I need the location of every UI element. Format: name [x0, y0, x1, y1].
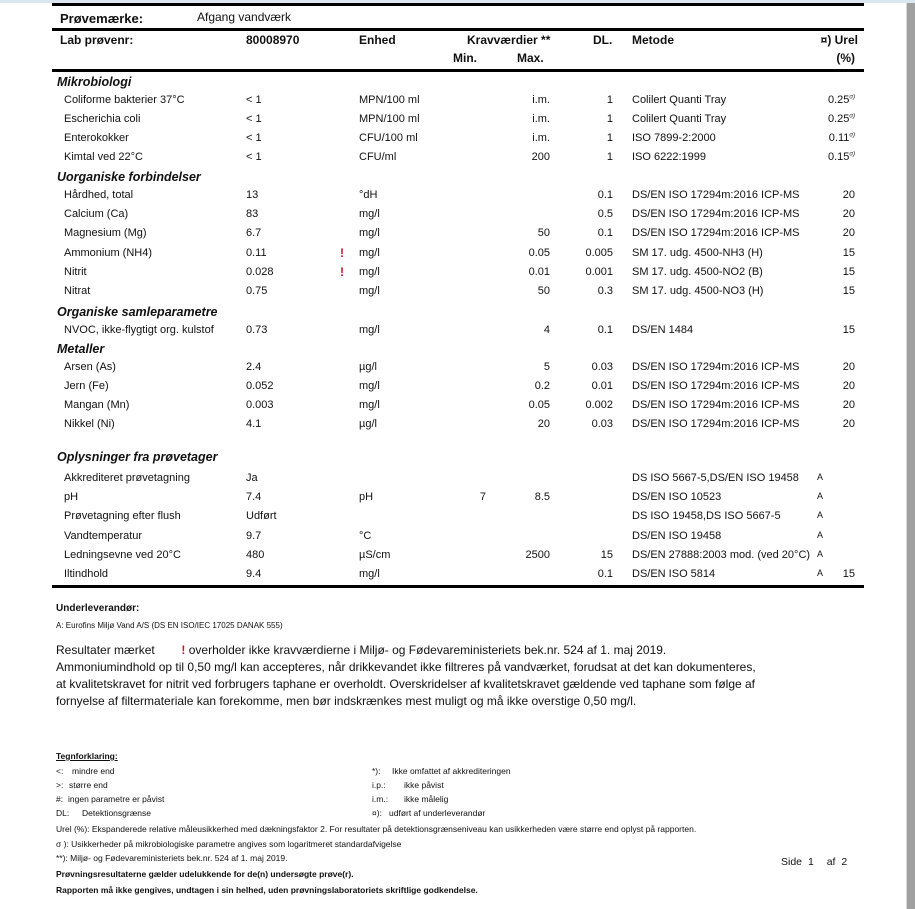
result-value: 0.75: [246, 285, 268, 297]
urel-number: 20: [842, 361, 855, 373]
parameter-name: Enterokokker: [64, 132, 129, 144]
result-value: 0.73: [246, 324, 268, 336]
flag-icon: !: [181, 643, 186, 657]
legend-key: >:: [56, 780, 64, 790]
detection-limit: 15: [600, 548, 613, 561]
detection-limit: 0.03: [591, 418, 613, 430]
unit: mg/l: [359, 380, 380, 392]
urel-superscript: σ): [849, 113, 855, 120]
parameter-name: Akkrediteret prøvetagning: [64, 472, 190, 484]
legend-text: ikke målelig: [404, 794, 449, 804]
subcontractor-mark: A: [817, 491, 824, 502]
parameter-name: Ledningsevne ved 20°C: [64, 548, 181, 561]
parameter-name: Nikkel (Ni): [64, 418, 115, 430]
method: DS/EN ISO 5814: [632, 568, 716, 580]
urel-number: 15: [842, 568, 855, 580]
vertical-scrollbar[interactable]: [906, 3, 915, 909]
legend-text: ingen parametre er påvist: [68, 794, 165, 804]
urel-number: 0.25: [827, 113, 850, 125]
urel-number: 15: [842, 285, 855, 297]
subcontractor-mark: A: [817, 472, 824, 482]
result-value: 480: [246, 548, 265, 561]
urel-number: 15: [842, 324, 855, 336]
unit: µg/l: [359, 361, 377, 373]
unit: CFU/100 ml: [359, 132, 418, 144]
unit: CFU/ml: [359, 151, 397, 163]
parameter-name: Arsen (As): [64, 361, 116, 373]
urel-number: 15: [842, 246, 855, 259]
method: SM 17. udg. 4500-NH3 (H): [632, 246, 763, 259]
sample-mark-label: Prøvemærke:: [60, 11, 144, 26]
col-method: Metode: [632, 33, 674, 47]
unit: mg/l: [359, 324, 380, 336]
requirements-note: **): Miljø- og Fødevareministeriets bek.nr. 524 af 1. maj 2019.: [56, 853, 288, 863]
method: SM 17. udg. 4500-NO3 (H): [632, 285, 764, 297]
detection-limit: 0.001: [585, 265, 613, 278]
unit: mg/l: [359, 227, 380, 240]
max-value: 0.05: [528, 246, 550, 259]
result-value: 0.028: [246, 265, 274, 278]
unit: mg/l: [359, 265, 380, 278]
result-value: 7.4: [246, 491, 262, 504]
urel-value: [815, 285, 855, 297]
detection-limit: 1: [606, 94, 613, 106]
result-value: < 1: [246, 113, 262, 125]
method: DS/EN ISO 17294m:2016 ICP-MS: [632, 418, 800, 430]
result-value: < 1: [246, 132, 262, 144]
detection-limit: 1: [606, 132, 613, 144]
urel-superscript: σ): [849, 94, 855, 101]
legend-title: Tegnforklaring:: [56, 751, 118, 761]
parameter-name: Hårdhed, total: [64, 189, 134, 201]
section-title: Metaller: [57, 342, 105, 356]
result-value: 0.052: [246, 380, 274, 392]
result-value: 4.1: [246, 418, 262, 430]
col-urel: ¤) Urel: [820, 33, 858, 47]
method: DS/EN 27888:2003 mod. (ved 20°C): [632, 548, 811, 561]
method: DS ISO 5667-5,DS/EN ISO 19458: [632, 472, 799, 484]
method: ISO 7899-2:2000: [632, 132, 716, 144]
result-value: Ja: [246, 472, 258, 484]
result-value: 13: [246, 189, 259, 201]
notice-line: [56, 642, 666, 659]
col-requirements: Kravværdier **: [467, 33, 551, 47]
method: Colilert Quanti Tray: [632, 113, 727, 125]
parameter-name: Ammonium (NH4): [64, 246, 153, 259]
max-value: 50: [537, 285, 550, 297]
unit: mg/l: [359, 246, 380, 259]
unit: MPN/100 ml: [359, 94, 420, 106]
legend-text: Detektionsgrænse: [82, 808, 151, 818]
parameter-name: Prøvetagning efter flush: [64, 510, 181, 523]
unit: mg/l: [359, 399, 380, 411]
notice-prefix: Resultater mærket: [56, 643, 155, 657]
divider: [52, 585, 864, 588]
urel-number: 0.11: [828, 132, 850, 144]
method: DS ISO 19458,DS ISO 5667-5: [632, 510, 781, 523]
detection-limit: 0.1: [597, 189, 613, 201]
result-value: < 1: [246, 94, 262, 106]
reproduction-note: Rapporten må ikke gengives, undtagen i sin helhed, uden prøvningslaboratoriets skriftlige godkendelse.: [56, 885, 478, 895]
max-value: 8.5: [534, 491, 550, 504]
legend-text: ikke påvist: [404, 780, 444, 790]
legend-key: ¤):: [372, 808, 382, 818]
legend-text: mindre end: [72, 766, 115, 776]
sigma-note: σ ): Usikkerheder på mikrobiologiske parametre angives som logaritmeret standardafvigelse: [56, 839, 402, 849]
method: Colilert Quanti Tray: [632, 94, 727, 106]
parameter-name: Vandtemperatur: [64, 529, 143, 542]
subcontractor-mark: A: [817, 568, 824, 578]
legend-text: Ikke omfattet af akkrediteringen: [392, 766, 511, 776]
urel-value: [815, 151, 855, 163]
legend-key: i.m.:: [372, 794, 389, 804]
parameter-name: Coliforme bakterier 37°C: [64, 94, 185, 106]
urel-superscript: σ): [849, 151, 855, 158]
flag-icon: !: [340, 245, 344, 260]
unit: pH: [359, 491, 374, 504]
divider: [52, 3, 864, 6]
col-min: Min.: [453, 51, 477, 65]
result-value: 9.7: [246, 529, 262, 542]
urel-value: [815, 324, 855, 336]
method: DS/EN ISO 17294m:2016 ICP-MS: [632, 189, 800, 201]
page-of: af: [826, 856, 836, 868]
urel-value: [815, 208, 855, 220]
page-total: 2: [841, 856, 848, 868]
urel-value: [815, 266, 855, 278]
parameter-name: NVOC, ikke-flygtigt org. kulstof: [64, 324, 214, 336]
detection-limit: 0.1: [597, 324, 613, 336]
max-value: 50: [537, 227, 550, 240]
unit: µS/cm: [359, 548, 391, 561]
urel-value: [815, 568, 855, 580]
max-value: i.m.: [532, 113, 550, 125]
unit: µg/l: [359, 418, 377, 430]
max-value: 0.2: [534, 380, 550, 392]
result-value: Udført: [246, 510, 277, 523]
urel-value: [815, 132, 855, 144]
col-dl: DL.: [593, 33, 613, 47]
detection-limit: 0.03: [591, 361, 613, 373]
legend-text: udført af underleverandør: [389, 808, 486, 818]
max-value: i.m.: [532, 132, 550, 144]
detection-limit: 1: [606, 151, 613, 163]
method: DS/EN ISO 10523: [632, 491, 722, 504]
notice-suffix: overholder ikke kravværdierne i Miljø- og Fødevareministeriets bek.nr. 524 af 1. maj 2019.: [188, 643, 667, 657]
urel-value: [815, 247, 855, 259]
detection-limit: 0.01: [591, 380, 613, 392]
method: DS/EN 1484: [632, 324, 694, 336]
col-urel-pct: (%): [836, 51, 855, 65]
legend-text: større end: [69, 780, 108, 790]
sample-mark-value: Afgang vandværk: [197, 10, 292, 24]
lab-no-label: Lab prøvenr:: [60, 33, 134, 47]
section-title: Mikrobiologi: [57, 75, 132, 89]
max-value: i.m.: [532, 94, 550, 106]
urel-number: 20: [842, 399, 855, 411]
max-value: 0.01: [528, 265, 550, 278]
notice-paragraph: Ammoniumindhold op til 0,50 mg/l kan accepteres, når drikkevandet ikke filtreres på vandværket, forudsat at det kan dokumenteres, at kvalitetskravet for nitrit ved forbrugers taphane er overholdt. Overskridelser af kvalitetskravet gældende ved taphane som følge af fornyelse af filtermateriale kan forekomme, men bør indskrænkes mest muligt og må ikke overstige 0,50 mg/l.: [56, 660, 756, 708]
section-title: Organiske samleparametre: [57, 305, 218, 319]
max-value: 4: [543, 324, 550, 336]
urel-superscript: σ): [849, 132, 855, 139]
parameter-name: Iltindhold: [64, 568, 109, 580]
method: DS/EN ISO 17294m:2016 ICP-MS: [632, 361, 800, 373]
detection-limit: 0.5: [597, 208, 613, 221]
subcontractor-mark: A: [817, 529, 824, 540]
max-value: 20: [537, 418, 550, 430]
divider: [52, 69, 864, 72]
method: SM 17. udg. 4500-NO2 (B): [632, 265, 763, 278]
max-value: 0.05: [528, 399, 550, 411]
unit: °dH: [359, 189, 378, 201]
legend-key: *):: [372, 766, 381, 776]
urel-note: Urel (%): Ekspanderede relative måleusikkerhed med dækningsfaktor 2. For resultater på detektionsgrænseniveau kan usikkerheden være større end oplyst på rapporten.: [56, 824, 697, 834]
urel-value: [815, 361, 855, 373]
method: DS/EN ISO 17294m:2016 ICP-MS: [632, 380, 800, 392]
unit: MPN/100 ml: [359, 113, 420, 125]
urel-number: 20: [842, 189, 855, 201]
unit: mg/l: [359, 285, 380, 297]
page-indicator: [781, 856, 847, 868]
legend-key: #:: [56, 794, 64, 804]
method: DS/EN ISO 19458: [632, 529, 722, 542]
max-value: 200: [531, 151, 550, 163]
detection-limit: 0.3: [597, 285, 613, 297]
method: ISO 6222:1999: [632, 151, 707, 163]
parameter-name: Escherichia coli: [64, 113, 141, 125]
result-value: 6.7: [246, 227, 262, 240]
method: DS/EN ISO 17294m:2016 ICP-MS: [632, 208, 800, 221]
flag-icon: !: [340, 264, 344, 279]
urel-number: 20: [842, 208, 855, 221]
max-value: 2500: [525, 548, 550, 561]
page-current: 1: [807, 856, 814, 868]
result-value: 9.4: [246, 568, 262, 580]
urel-value: [815, 227, 855, 239]
urel-number: 20: [842, 418, 855, 430]
urel-number: 0.15: [827, 151, 850, 163]
urel-value: [815, 94, 855, 106]
urel-number: 15: [842, 265, 855, 278]
divider: [52, 28, 864, 31]
page-label: Side: [781, 856, 803, 868]
detection-limit: 0.1: [597, 568, 613, 580]
lab-no-value: 80008970: [246, 33, 300, 47]
parameter-name: Magnesium (Mg): [64, 227, 147, 240]
parameter-name: Mangan (Mn): [64, 399, 130, 411]
urel-value: [815, 399, 855, 411]
legend-key: <:: [56, 766, 64, 776]
min-value: 7: [479, 491, 486, 504]
detection-limit: 1: [606, 113, 613, 125]
detection-limit: 0.1: [597, 227, 613, 240]
unit: mg/l: [359, 208, 380, 221]
col-unit: Enhed: [359, 33, 396, 47]
section-title: Uorganiske forbindelser: [57, 170, 201, 184]
max-value: 5: [543, 361, 550, 373]
method: DS/EN ISO 17294m:2016 ICP-MS: [632, 399, 800, 411]
subcontractor-line: A: Eurofins Miljø Vand A/S (DS EN ISO/IEC 17025 DANAK 555): [56, 621, 283, 630]
unit: mg/l: [359, 568, 380, 580]
parameter-name: pH: [64, 491, 79, 504]
col-max: Max.: [517, 51, 544, 65]
urel-value: [815, 189, 855, 201]
urel-value: [815, 418, 855, 430]
method: DS/EN ISO 17294m:2016 ICP-MS: [632, 227, 800, 240]
results-validity-note: Prøvningsresultaterne gælder udelukkende for de(n) undersøgte prøve(r).: [56, 869, 354, 879]
urel-number: 20: [842, 227, 855, 240]
detection-limit: 0.005: [585, 246, 613, 259]
subcontractor-mark: A: [817, 510, 824, 521]
result-value: 83: [246, 208, 259, 221]
urel-number: 0.25: [827, 94, 850, 106]
unit: °C: [359, 529, 372, 542]
parameter-name: Calcium (Ca): [64, 208, 129, 221]
result-value: 2.4: [246, 361, 262, 373]
subcontractor-title: Underleverandør:: [56, 603, 140, 614]
legend-key: i.p.:: [372, 780, 386, 790]
parameter-name: Nitrit: [64, 265, 87, 278]
section-title: Oplysninger fra prøvetager: [57, 450, 218, 464]
parameter-name: Jern (Fe): [64, 380, 109, 392]
legend-key: DL:: [56, 808, 70, 818]
parameter-name: Kimtal ved 22°C: [64, 151, 143, 163]
urel-value: [815, 113, 855, 125]
result-value: 0.003: [246, 399, 274, 411]
result-value: < 1: [246, 151, 262, 163]
result-value: 0.11: [246, 246, 267, 259]
parameter-name: Nitrat: [64, 285, 91, 297]
urel-value: [815, 380, 855, 392]
detection-limit: 0.002: [585, 399, 613, 411]
urel-number: 20: [842, 380, 855, 392]
subcontractor-mark: A: [817, 548, 824, 559]
